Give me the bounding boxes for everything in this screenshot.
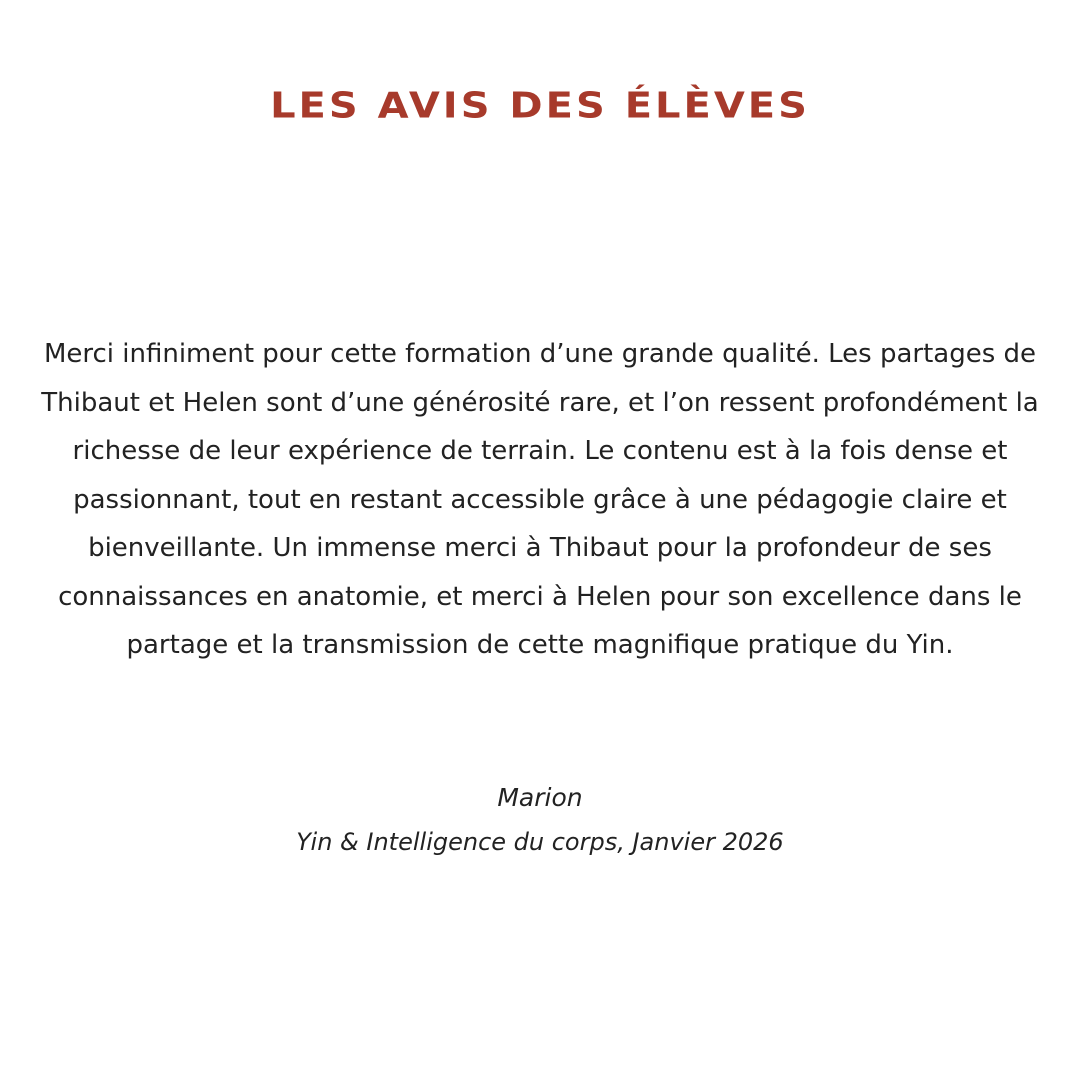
page-title: LES AVIS DES ÉLÈVES bbox=[270, 85, 810, 127]
testimonial-course: Yin & Intelligence du corps, Janvier 2026 bbox=[296, 828, 784, 856]
testimonial-text: Merci infiniment pour cette formation d’une grande qualité. Les partages de Thibaut et Helen sont d’une générosité rare, et l’on ressent profondément la richesse de leur expérience de terrain. Le contenu est à la fois dense et passionnant, tout en restant accessible grâce à une pédagogie claire et bienveillante. Un immense merci à Thibaut pour la profondeur de ses connaissances en anatomie, et merci à Helen pour son excellence dans le partage et la transmission de cette magnifique pratique du Yin. bbox=[41, 339, 1039, 660]
testimonial-author: Marion bbox=[497, 783, 583, 812]
